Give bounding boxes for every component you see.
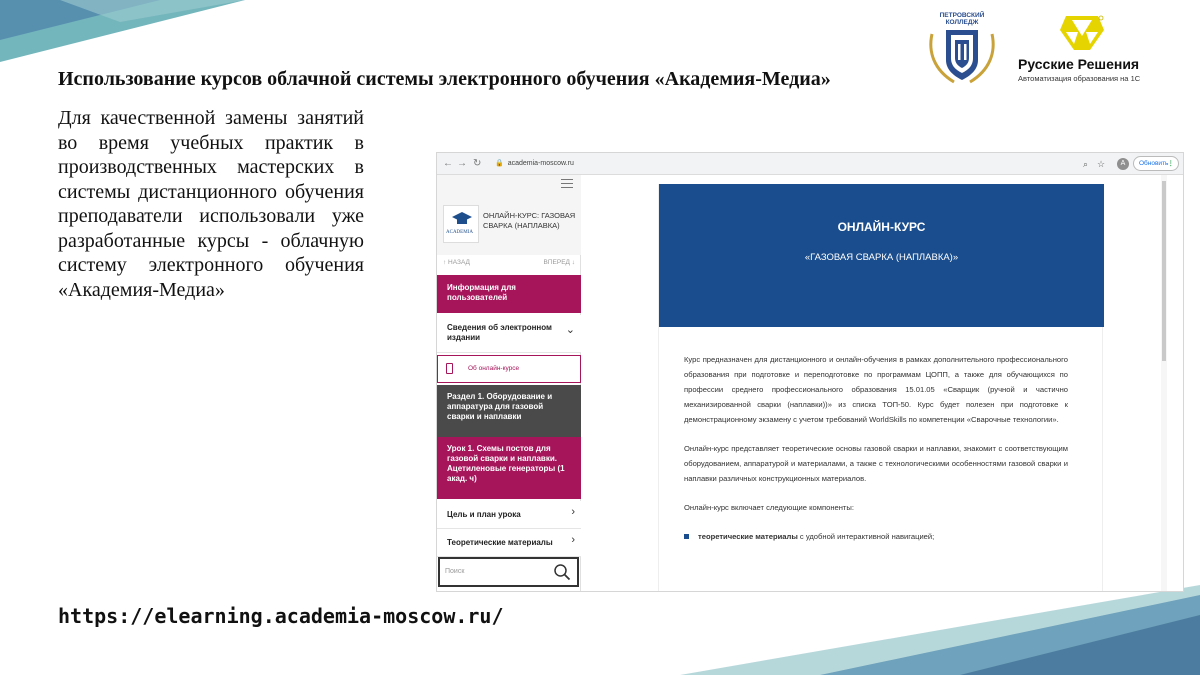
address-text: academia-moscow.ru: [507, 160, 574, 167]
academia-logo-text: ACADEMIA: [446, 230, 473, 235]
sidebar-header: [437, 175, 581, 255]
course-description: [684, 352, 1068, 544]
top-left-decoration: [0, 0, 280, 70]
course-sidebar: [437, 175, 581, 592]
chevron-right-icon: ›: [571, 534, 575, 546]
sidebar-item-edition-info[interactable]: [437, 315, 581, 353]
sidebar-search-input[interactable]: [438, 557, 579, 587]
sidebar-item-label: Цель и план урока: [447, 510, 521, 519]
star-icon[interactable]: ☆: [1097, 159, 1106, 169]
search-placeholder: Поиск: [445, 568, 465, 575]
banner-title: ОНЛАЙН-КУРС: [837, 220, 926, 234]
description-paragraph: Курс предназначен для дистанционного и онлайн-обучения в рамках дополнительного профессионального образования при подготовке и переподготовке по программам ЦОПП, а также для обучающихся по профессии среднего профессионального образования 15.01.05 «Сварщик (ручной и частично механизированной сварки (наплавки))» из списка ТОП-50. Курс будет полезен при подготовке к демонстрационному экзамену с учетом требований WorldSkills по компетенции «Сварочные технологии».: [684, 355, 1068, 424]
rr-brand-name: Русские Решения: [1018, 56, 1140, 72]
sidebar-item-label: Урок 1. Схемы постов для газовой сварки и наплавки. Ацетиленовые генераторы (1 акад. ч): [447, 444, 565, 483]
sidebar-item-label: Информация для пользователей: [447, 283, 516, 302]
sidebar-item-label: Сведения об электронном издании: [447, 323, 552, 342]
svg-text:КОЛЛЕДЖ: КОЛЛЕДЖ: [945, 19, 979, 26]
bullet-rest-text: с удобной интерактивной навигацией;: [797, 532, 935, 541]
page-viewport: [437, 175, 1183, 592]
chevron-down-icon: ⌄: [565, 324, 575, 336]
address-bar[interactable]: [495, 157, 1115, 171]
sidebar-item-theory[interactable]: [437, 529, 581, 557]
page-scrollbar[interactable]: [1161, 175, 1167, 592]
lock-icon: 🔒: [495, 160, 504, 167]
forward-arrow-icon[interactable]: →: [457, 158, 467, 169]
course-title: ОНЛАЙН-КУРС: ГАЗОВАЯ СВАРКА (НАПЛАВКА): [483, 211, 576, 230]
course-content: [583, 175, 1173, 592]
prev-link[interactable]: ↑ НАЗАД: [443, 259, 470, 266]
slide-title: Использование курсов облачной системы электронного обучения «Академия-Медиа»: [58, 68, 831, 90]
description-paragraph: Онлайн-курс включает следующие компоненты:: [684, 503, 854, 512]
graduation-cap-icon: [452, 212, 472, 226]
components-list-item: [684, 529, 1068, 544]
description-paragraph: Онлайн-курс представляет теоретические основы газовой сварки и наплавки, знакомит с соответствующим оборудованием, аппаратурой и материалами, а также с технологическими особенностями газовой сварки и наплавки различных конструкционных материалов.: [684, 444, 1068, 483]
russkie-resheniya-logo: [1018, 14, 1168, 84]
academia-logo: [443, 205, 479, 243]
sidebar-item-section-1[interactable]: [437, 385, 581, 437]
sidebar-item-label: Теоретические материалы: [447, 538, 553, 547]
course-url[interactable]: https://elearning.academia-moscow.ru/: [58, 604, 504, 628]
slide-body-text: Для качественной замены занятий во время учебных практик в производственных мастерских в системы дистанционного обучения преподаватели использовали уже разработанные курсы - облачную систему электронного обучения «Академия-Медиа»: [58, 107, 364, 301]
rr-hexagon-icon: [1060, 14, 1104, 52]
chevron-right-icon: ›: [571, 506, 575, 518]
menu-dots-icon: ⋮: [1167, 160, 1174, 167]
update-button-label: Обновить: [1139, 160, 1169, 167]
reload-icon[interactable]: ↻: [473, 158, 482, 169]
profile-avatar[interactable]: А: [1117, 158, 1129, 170]
next-link[interactable]: ВПЕРЕД ↓: [543, 259, 575, 266]
zoom-icon[interactable]: ⌕: [1083, 159, 1089, 169]
sidebar-item-lesson-goals[interactable]: [437, 501, 581, 529]
sidebar-item-lesson-1[interactable]: [437, 437, 581, 499]
tablet-icon: [446, 363, 453, 374]
rr-brand-tagline: Автоматизация образования на 1С: [1018, 74, 1141, 83]
svg-text:ПЕТРОВСКИЙ: ПЕТРОВСКИЙ: [939, 12, 985, 19]
bottom-right-decoration: [640, 585, 1200, 675]
banner-subtitle: «ГАЗОВАЯ СВАРКА (НАПЛАВКА)»: [804, 252, 959, 263]
sidebar-item-about-course[interactable]: [437, 355, 581, 383]
sidebar-prev-next: [437, 259, 581, 271]
browser-toolbar: [437, 153, 1183, 175]
sidebar-item-user-info[interactable]: [437, 275, 581, 313]
hamburger-menu-icon[interactable]: [561, 179, 573, 191]
scrollbar-thumb[interactable]: [1162, 181, 1166, 361]
back-arrow-icon[interactable]: ←: [443, 158, 453, 169]
bullet-bold-text: теоретические материалы: [698, 532, 798, 541]
sidebar-item-label: Раздел 1. Оборудование и аппаратура для газовой сварки и наплавки: [447, 392, 553, 421]
browser-window: [436, 152, 1184, 592]
content-page: [658, 184, 1103, 592]
course-banner: [659, 184, 1104, 327]
sidebar-item-label: Об онлайн-курсе: [468, 365, 520, 372]
update-button[interactable]: [1133, 156, 1179, 171]
petrovsky-college-logo: [924, 8, 1000, 88]
search-icon[interactable]: [553, 563, 571, 581]
